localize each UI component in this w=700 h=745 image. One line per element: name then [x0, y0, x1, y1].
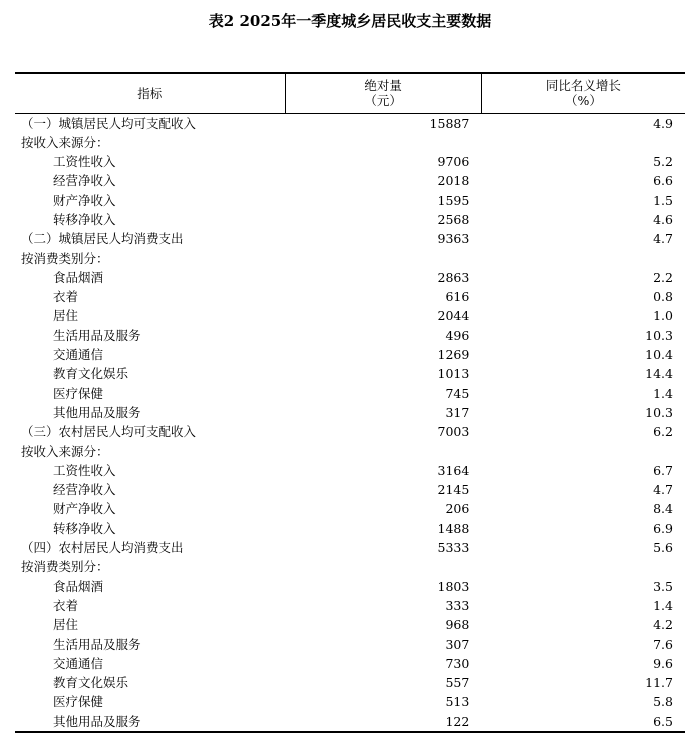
- row-absolute-value: 745: [445, 385, 470, 401]
- row-label: 教育文化娱乐: [53, 366, 129, 382]
- row-label: 工资性收入: [53, 154, 116, 170]
- row-label: 按消费类别分：: [21, 559, 109, 575]
- row-growth-value: 4.7: [653, 482, 673, 498]
- table-row: [15, 654, 685, 673]
- row-label: 其他用品及服务: [15, 712, 285, 732]
- table-row: [15, 461, 685, 480]
- table-title: 表2 2025年一季度城乡居民收支主要数据: [208, 12, 492, 30]
- row-absolute-value: 1803: [437, 578, 470, 594]
- row-absolute-value: 557: [445, 675, 470, 691]
- row-growth-value: 6.7: [653, 462, 673, 478]
- row-growth-value: 1.4: [653, 385, 673, 401]
- row-label: 财产净收入: [53, 501, 116, 517]
- table-row: [15, 384, 685, 403]
- table-row: [15, 499, 685, 518]
- table-row: [15, 191, 685, 210]
- table-row: [15, 268, 685, 287]
- row-absolute-value: 2863: [437, 269, 470, 285]
- table-row: [15, 557, 685, 576]
- row-growth-value: 4.2: [653, 617, 673, 633]
- row-label: 医疗保健: [53, 694, 104, 710]
- row-growth-value: 0.8: [653, 289, 673, 305]
- row-absolute-value: 2145: [437, 482, 470, 498]
- header-growth: [481, 73, 685, 113]
- table-row: [15, 287, 685, 306]
- row-growth-value: 5.2: [653, 154, 673, 170]
- row-absolute-value: 122: [285, 712, 481, 732]
- row-growth-value: 6.9: [653, 520, 673, 536]
- row-growth-value: 2.2: [653, 269, 673, 285]
- row-growth-value: 7.6: [653, 636, 673, 652]
- header-absolute-label: 绝对量: [364, 78, 402, 94]
- row-label: 居住: [53, 308, 79, 324]
- table-row: [15, 635, 685, 654]
- table-row: [15, 712, 685, 732]
- row-absolute-value: 7003: [437, 424, 470, 440]
- row-absolute-value: 730: [445, 655, 470, 671]
- table-row: [15, 152, 685, 171]
- row-label: 工资性收入: [53, 462, 116, 478]
- row-absolute-value: 513: [445, 694, 470, 710]
- row-growth-value: [481, 557, 685, 576]
- row-label: 食品烟酒: [53, 269, 104, 285]
- row-label: （一）城镇居民人均可支配收入: [21, 115, 197, 131]
- row-label: 经营净收入: [53, 482, 116, 498]
- row-absolute-value: 3164: [437, 462, 470, 478]
- table-row: [15, 403, 685, 422]
- table-row: [15, 229, 685, 248]
- row-label: （三）农村居民人均可支配收入: [21, 424, 197, 440]
- header-absolute: [285, 73, 481, 113]
- row-absolute-value: 9706: [437, 154, 470, 170]
- table-row: [15, 577, 685, 596]
- row-growth-value: 5.6: [653, 540, 673, 556]
- row-absolute-value: 333: [445, 597, 470, 613]
- row-label: （四）农村居民人均消费支出: [21, 540, 184, 556]
- table-row: [15, 442, 685, 461]
- row-growth-value: 4.6: [653, 211, 673, 227]
- row-growth-value: [481, 442, 685, 461]
- row-growth-value: 6.5: [481, 712, 685, 732]
- table-row: [15, 171, 685, 190]
- row-label: 教育文化娱乐: [53, 675, 129, 691]
- row-absolute-value: 1488: [437, 520, 470, 536]
- table-row: [15, 364, 685, 383]
- row-absolute-value: 2568: [437, 211, 470, 227]
- table-row: [15, 306, 685, 325]
- row-absolute-value: 317: [445, 404, 470, 420]
- row-label: 经营净收入: [53, 173, 116, 189]
- row-absolute-value: 2018: [437, 173, 470, 189]
- row-label: 食品烟酒: [53, 578, 104, 594]
- table-row: [15, 113, 685, 133]
- row-label: 财产净收入: [53, 192, 116, 208]
- row-label: 转移净收入: [53, 211, 116, 227]
- row-label: 转移净收入: [53, 520, 116, 536]
- row-growth-value: 6.2: [653, 424, 673, 440]
- row-label: 按收入来源分：: [21, 443, 109, 459]
- table-row: [15, 345, 685, 364]
- row-absolute-value: 496: [445, 327, 470, 343]
- header-growth-unit: （%）: [564, 93, 602, 109]
- row-label: 衣着: [53, 289, 79, 305]
- table-row: [15, 596, 685, 615]
- row-absolute-value: 968: [445, 617, 470, 633]
- row-absolute-value: [285, 249, 481, 268]
- row-label: 医疗保健: [53, 385, 104, 401]
- row-label: 居住: [53, 617, 79, 633]
- row-growth-value: 4.7: [653, 231, 673, 247]
- row-absolute-value: 15887: [429, 115, 470, 131]
- row-absolute-value: 2044: [437, 308, 470, 324]
- row-growth-value: 6.6: [653, 173, 673, 189]
- row-label: 其他用品及服务: [53, 404, 141, 420]
- table-row: [15, 615, 685, 634]
- row-absolute-value: 616: [445, 289, 470, 305]
- header-indicator: [15, 73, 285, 113]
- row-growth-value: 10.4: [645, 347, 673, 363]
- table-row: [15, 326, 685, 345]
- row-growth-value: 8.4: [653, 501, 673, 517]
- table-row: [15, 519, 685, 538]
- row-growth-value: 3.5: [653, 578, 673, 594]
- header-absolute-unit: （元）: [364, 93, 402, 109]
- table-body: [15, 113, 685, 732]
- row-label: 按收入来源分：: [21, 134, 109, 150]
- row-growth-value: 4.9: [653, 115, 673, 131]
- row-growth-value: 9.6: [653, 655, 673, 671]
- row-absolute-value: 9363: [437, 231, 470, 247]
- row-growth-value: 1.5: [653, 192, 673, 208]
- table-row: [15, 210, 685, 229]
- row-growth-value: 1.0: [653, 308, 673, 324]
- row-absolute-value: [285, 557, 481, 576]
- row-absolute-value: 1013: [437, 366, 470, 382]
- row-absolute-value: 206: [445, 501, 470, 517]
- row-absolute-value: 307: [445, 636, 470, 652]
- row-growth-value: 10.3: [645, 327, 673, 343]
- row-absolute-value: [285, 442, 481, 461]
- row-growth-value: 5.8: [653, 694, 673, 710]
- row-label: （二）城镇居民人均消费支出: [21, 231, 184, 247]
- row-growth-value: 11.7: [645, 675, 673, 691]
- table-row: [15, 538, 685, 557]
- row-growth-value: [481, 249, 685, 268]
- table-row: [15, 133, 685, 152]
- row-label: 生活用品及服务: [53, 327, 141, 343]
- row-growth-value: 1.4: [653, 597, 673, 613]
- row-label: 生活用品及服务: [53, 636, 141, 652]
- row-label: 交通通信: [53, 655, 104, 671]
- row-absolute-value: 1269: [437, 347, 470, 363]
- row-growth-value: 14.4: [645, 366, 673, 382]
- row-label: 交通通信: [53, 347, 104, 363]
- row-label: 按消费类别分：: [21, 250, 109, 266]
- row-absolute-value: 5333: [437, 540, 470, 556]
- row-growth-value: 10.3: [645, 404, 673, 420]
- table-row: [15, 249, 685, 268]
- table-row: [15, 692, 685, 711]
- table-row: [15, 673, 685, 692]
- table-row: [15, 480, 685, 499]
- row-label: 衣着: [53, 597, 79, 613]
- row-growth-value: [481, 133, 685, 152]
- header-indicator-label: 指标: [137, 85, 163, 101]
- header-growth-label: 同比名义增长: [545, 78, 621, 94]
- data-table: [15, 72, 685, 733]
- table-row: [15, 422, 685, 441]
- table-header-row: [15, 73, 685, 113]
- row-absolute-value: [285, 133, 481, 152]
- row-absolute-value: 1595: [437, 192, 470, 208]
